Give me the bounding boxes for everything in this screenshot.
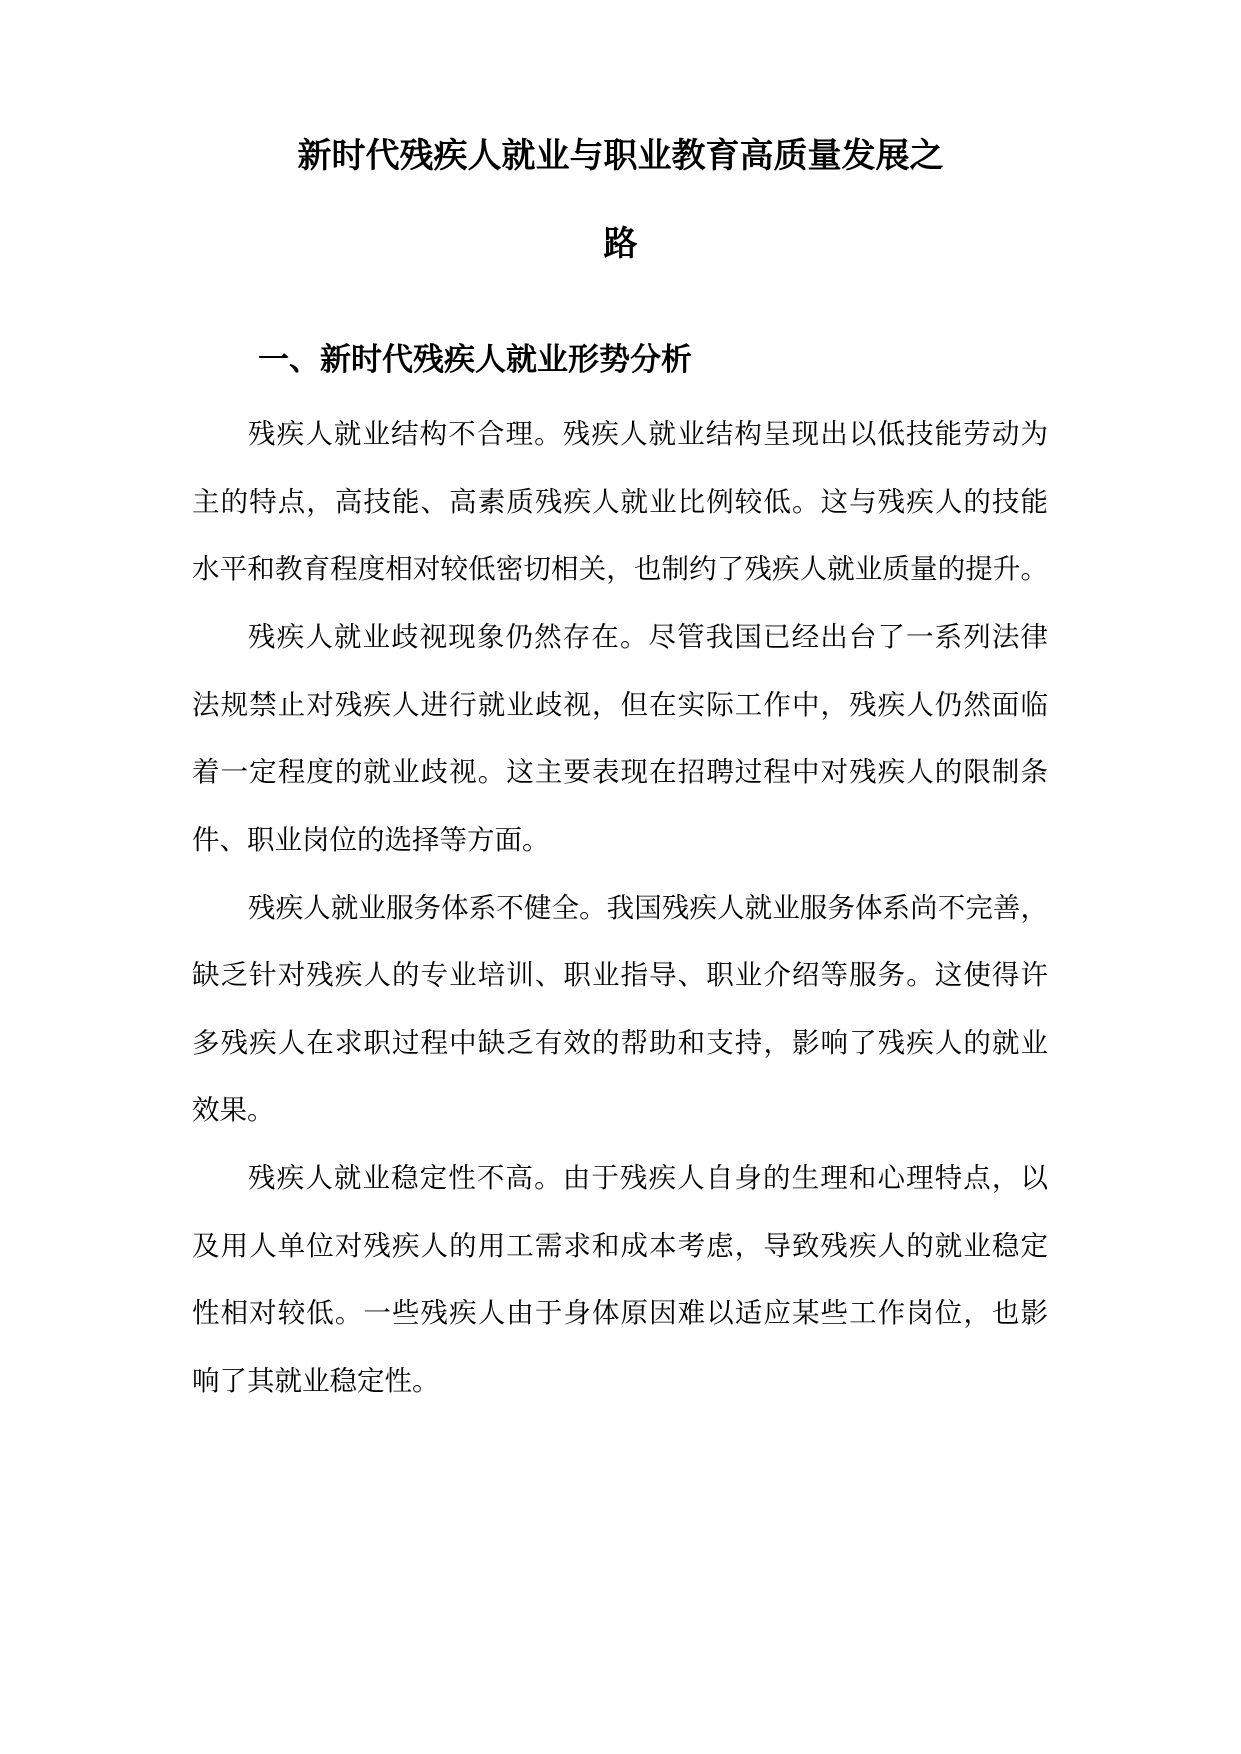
paragraph-4-line-4: 响了其就业稳定性。 [192, 1365, 440, 1397]
paragraph-3-line-2: 缺乏针对残疾人的专业培训、职业指导、职业介绍等服务。这使得许 [192, 959, 1048, 991]
paragraph-2-line-1: 残疾人就业歧视现象仍然存在。尽管我国已经出台了一系列法律 [248, 621, 1048, 653]
paragraph-1-line-2: 主的特点，高技能、高素质残疾人就业比例较低。这与残疾人的技能 [192, 486, 1048, 518]
paragraph-1-line-1: 残疾人就业结构不合理。残疾人就业结构呈现出以低技能劳动为 [248, 418, 1048, 450]
paragraph-2-line-4: 件、职业岗位的选择等方面。 [192, 824, 550, 856]
document-title-line-2: 路 [603, 224, 638, 264]
document-title-line-1: 新时代残疾人就业与职业教育高质量发展之 [297, 136, 944, 176]
paragraph-4-line-3: 性相对较低。一些残疾人由于身体原因难以适应某些工作岗位，也影 [192, 1297, 1048, 1329]
paragraph-4-line-2: 及用人单位对残疾人的用工需求和成本考虑，导致残疾人的就业稳定 [192, 1230, 1048, 1262]
paragraph-3-line-4: 效果。 [192, 1094, 275, 1126]
paragraph-3-line-1: 残疾人就业服务体系不健全。我国残疾人就业服务体系尚不完善， [248, 892, 1048, 924]
paragraph-3-line-3: 多残疾人在求职过程中缺乏有效的帮助和支持，影响了残疾人的就业 [192, 1027, 1048, 1059]
paragraph-1-line-3: 水平和教育程度相对较低密切相关，也制约了残疾人就业质量的提升。 [192, 553, 1048, 585]
paragraph-2-line-3: 着一定程度的就业歧视。这主要表现在招聘过程中对残疾人的限制条 [192, 756, 1048, 788]
paragraph-2-line-2: 法规禁止对残疾人进行就业歧视，但在实际工作中，残疾人仍然面临 [192, 689, 1048, 721]
paragraph-4-line-1: 残疾人就业稳定性不高。由于残疾人自身的生理和心理特点，以 [248, 1162, 1048, 1194]
section-heading: 一、新时代残疾人就业形势分析 [258, 342, 692, 378]
